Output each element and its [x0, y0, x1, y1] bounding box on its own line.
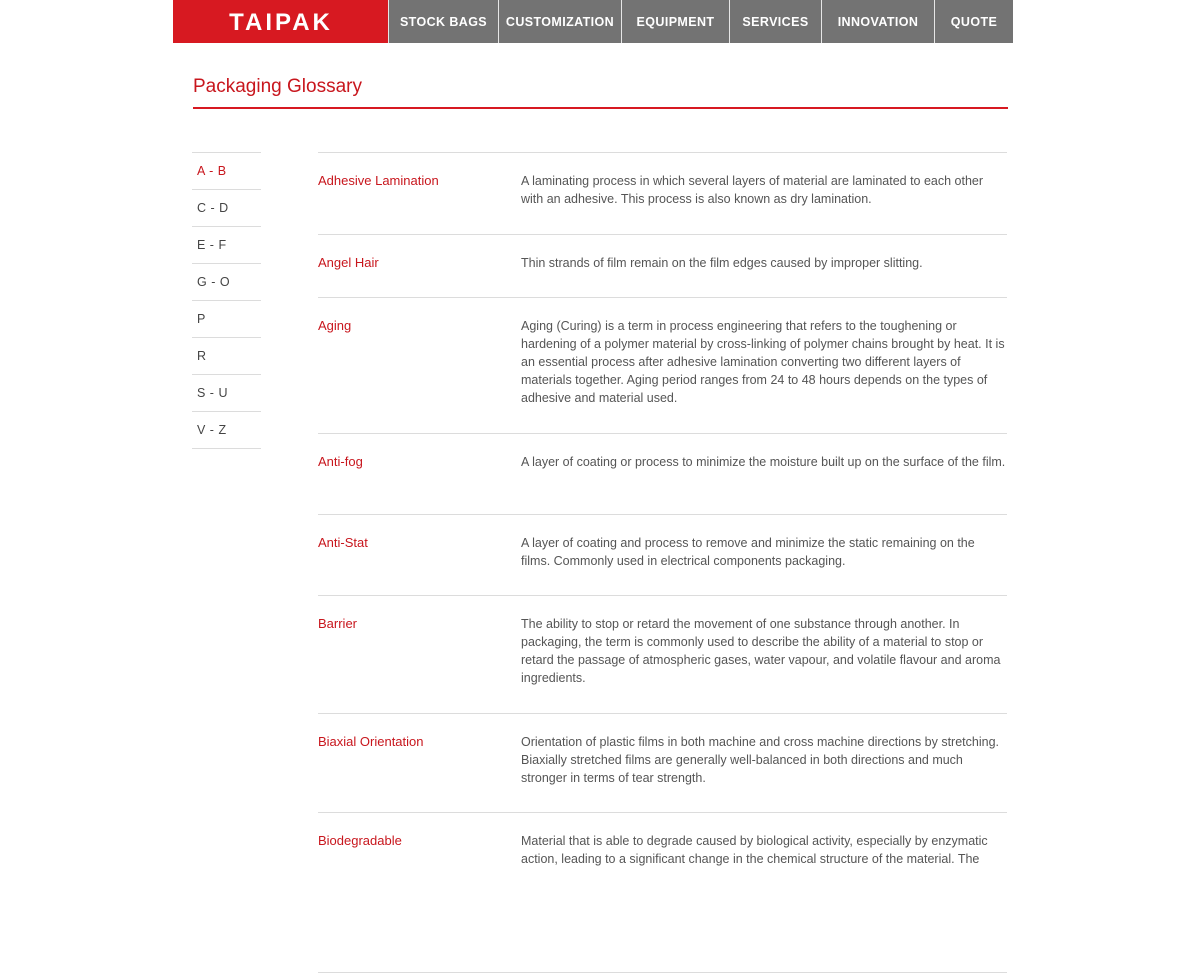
letter-index-item[interactable]: V - Z	[192, 412, 261, 449]
glossary-definition: The ability to stop or retard the movement of one substance through another. In packaging, the term is commonly used to describe the ability of a material to stop or retard the passage of atmospheric gases, water vapour, and volatile flavour and aroma ingredients.	[521, 617, 1001, 685]
glossary-definition: Orientation of plastic films in both machine and cross machine directions by stretching. Biaxially stretched films are generally well-balanced in both directions and much stronger in terms of tear strength.	[521, 735, 1000, 785]
glossary-entry	[318, 515, 1007, 596]
glossary-term: Biaxial Orientation	[318, 734, 424, 749]
glossary-definition: A laminating process in which several layers of material are laminated to each other with an adhesive. This process is also known as dry lamination.	[521, 174, 984, 206]
letter-index-item[interactable]: C - D	[192, 190, 261, 227]
letter-index	[192, 152, 261, 449]
glossary-term: Barrier	[318, 616, 358, 631]
nav-item-stock-bags[interactable]: STOCK BAGS	[388, 0, 498, 43]
taipak-logo-mark	[195, 11, 367, 33]
glossary-entry	[318, 714, 1007, 813]
logo-text: TAIPAK	[228, 10, 333, 33]
nav-item-innovation[interactable]: INNOVATION	[821, 0, 934, 43]
nav-item-equipment[interactable]: EQUIPMENT	[621, 0, 729, 43]
title-divider	[193, 107, 1008, 109]
page-title: Packaging Glossary	[193, 76, 362, 97]
glossary-term: Anti-Stat	[318, 535, 368, 550]
letter-index-item[interactable]: G - O	[192, 264, 261, 301]
glossary-entry	[318, 596, 1007, 714]
nav-item-services[interactable]: SERVICES	[729, 0, 821, 43]
glossary-definition: A layer of coating and process to remove and minimize the static remaining on the films. Commonly used in electrical components packaging.	[521, 536, 975, 568]
letter-index-item[interactable]: E - F	[192, 227, 261, 264]
glossary-term: Anti-fog	[318, 454, 363, 469]
glossary-definition: Material that is able to degrade caused by biological activity, especially by enzymatic action, leading to a significant change in the chemical structure of the material. The	[521, 834, 988, 866]
glossary-term: Angel Hair	[318, 255, 379, 270]
nav-item-quote[interactable]: QUOTE	[934, 0, 1013, 43]
letter-index-item[interactable]: S - U	[192, 375, 261, 412]
letter-index-item[interactable]: P	[192, 301, 261, 338]
glossary-entry	[318, 813, 1007, 973]
glossary-definition: A layer of coating or process to minimize the moisture built up on the surface of the film.	[521, 455, 1006, 469]
top-navigation-bar	[173, 0, 1027, 43]
glossary-entry	[318, 298, 1007, 434]
glossary-entry	[318, 434, 1007, 515]
taipak-logo[interactable]	[173, 0, 388, 43]
glossary-definition: Aging (Curing) is a term in process engineering that refers to the toughening or hardening of a polymer material by cross-linking of polymer chains brought by heat. It is an essential process after adhesive lamination converting two different layers of materials together. Aging period ranges from 24 to 48 hours depends on the types of adhesive and material used.	[521, 319, 1005, 405]
glossary-list	[318, 152, 1007, 973]
letter-index-item[interactable]: R	[192, 338, 261, 375]
letter-index-item[interactable]: A - B	[192, 153, 261, 190]
glossary-entry	[318, 153, 1007, 235]
glossary-term: Adhesive Lamination	[318, 173, 439, 188]
nav-item-customization[interactable]: CUSTOMIZATION	[498, 0, 621, 43]
glossary-definition: Thin strands of film remain on the film edges caused by improper slitting.	[521, 256, 923, 270]
main-nav	[388, 0, 1027, 43]
glossary-entry	[318, 235, 1007, 298]
glossary-term: Biodegradable	[318, 833, 402, 848]
glossary-term: Aging	[318, 318, 352, 333]
